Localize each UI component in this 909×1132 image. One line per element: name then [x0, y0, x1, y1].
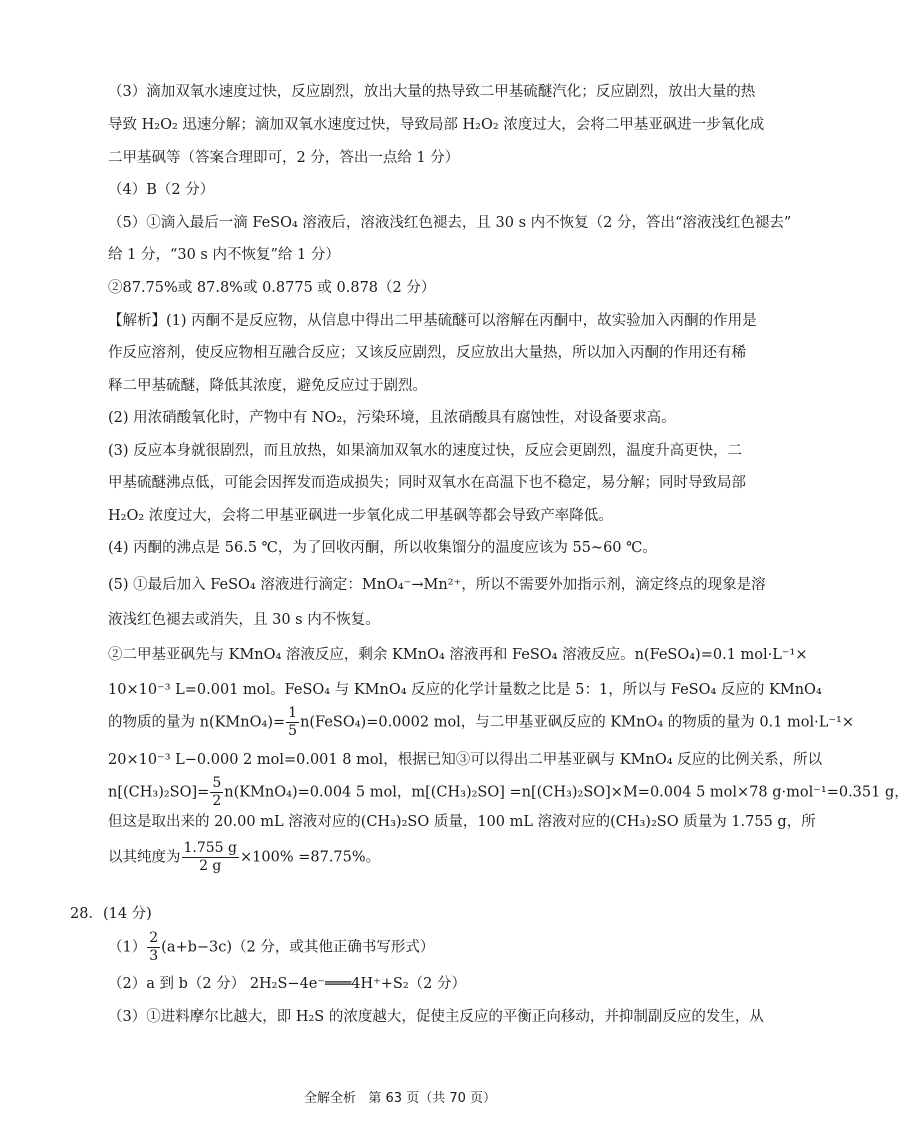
analysis-1-line-3: 释二甲基硫醚，降低其浓度，避免反应过于剧烈。: [108, 378, 427, 394]
text-segment: n(KMnO₄)=0.004 5 mol，m[(CH₃)₂SO] =n[(CH₃)₂SO]×M=0.004 5 mol×78 g·mol⁻¹=0.351 g，: [224, 784, 909, 801]
analysis-5-line-1: (5) ①最后加入 FeSO₄ 溶液进行滴定：MnO₄⁻→Mn²⁺，所以不需要外加指示剂，滴定终点的现象是溶: [108, 577, 766, 593]
analysis-1-line-2: 作反应溶剂，使反应物相互融合反应；又该反应剧烈，反应放出大量热，所以加入丙酮的作用还有稀: [108, 345, 746, 361]
analysis-2: (2) 用浓硝酸氧化时，产物中有 NO₂，污染环境，且浓硝酸具有腐蚀性，对设备要求高。: [108, 410, 676, 426]
analysis-1-line-1: 【解析】(1) 丙酮不是反应物，从信息中得出二甲基硫醚可以溶解在丙酮中，故实验加入丙酮的作用是: [108, 313, 757, 329]
fraction-numerator: 1: [288, 705, 298, 721]
fraction-numerator: 1.755 g: [183, 840, 237, 856]
text-segment: (a+b−3c)（2 分，或其他正确书写形式）: [161, 939, 435, 956]
text-segment: n(FeSO₄)=0.0002 mol，与二甲基亚砜反应的 KMnO₄ 的物质的量为 0.1 mol·L⁻¹×: [300, 714, 854, 731]
answer-3-line-2: 导致 H₂O₂ 迅速分解；滴加双氧水速度过快，导致局部 H₂O₂ 浓度过大，会将二甲基亚砜进一步氧化成: [108, 117, 765, 133]
fraction-denominator: 3: [149, 948, 159, 964]
q28-answer-1: [108, 930, 734, 965]
analysis-5b-line-2: 10×10⁻³ L=0.001 mol。FeSO₄ 与 KMnO₄ 反应的化学计量数之比是 5：1，所以与 FeSO₄ 反应的 KMnO₄: [108, 682, 822, 698]
fraction: [182, 840, 240, 875]
fraction-numerator: 2: [149, 930, 159, 946]
fraction: [210, 775, 223, 810]
analysis-3-line-2: 甲基硫醚沸点低，可能会因挥发而造成损失；同时双氧水在高温下也不稳定，易分解；同时导致局部: [108, 475, 746, 491]
analysis-5-line-2: 液浅红色褪去或消失，且 30 s 内不恢复。: [108, 612, 380, 628]
fraction: [286, 705, 299, 740]
analysis-5b-line-1: ②二甲基亚砜先与 KMnO₄ 溶液反应，剩余 KMnO₄ 溶液再和 FeSO₄ 溶液反应。n(FeSO₄)=0.1 mol·L⁻¹×: [108, 647, 808, 663]
q28-answer-2: （2）a 到 b（2 分） 2H₂S−4e⁻═══4H⁺+S₂（2 分）: [108, 976, 466, 992]
text-segment: 以其纯度为: [108, 849, 181, 866]
answer-4: （4）B（2 分）: [108, 182, 215, 198]
text-segment: （1）: [108, 939, 147, 956]
analysis-4: (4) 丙酮的沸点是 56.5 ℃，为了回收丙酮，所以收集馏分的温度应该为 55~60 ℃。: [108, 540, 657, 556]
fraction-denominator: 2: [212, 793, 222, 809]
answer-5-line-2: 给 1 分，“30 s 内不恢复”给 1 分）: [108, 247, 340, 263]
fraction-denominator: 2 g: [199, 858, 222, 874]
analysis-3-line-3: H₂O₂ 浓度过大，会将二甲基亚砜进一步氧化成二甲基砜等都会导致产率降低。: [108, 508, 613, 524]
page-footer: 全解全析 第 63 页（共 70 页）: [303, 1091, 496, 1106]
fraction: [147, 930, 160, 965]
analysis-5b-line-7: [108, 840, 734, 875]
analysis-5b-line-3: [108, 705, 854, 740]
text-segment: 的物质的量为 n(KMnO₄)=: [108, 714, 286, 731]
text-segment: ×100% =87.75%。: [240, 849, 381, 866]
answer-3-line-1: （3）滴加双氧水速度过快，反应剧烈，放出大量的热导致二甲基硫醚汽化；反应剧烈，放出大量的热: [108, 84, 756, 100]
analysis-5b-line-4: 20×10⁻³ L−0.000 2 mol=0.001 8 mol，根据已知③可以得出二甲基亚砜与 KMnO₄ 反应的比例关系，所以: [108, 752, 823, 768]
analysis-5b-line-6: 但这是取出来的 20.00 mL 溶液对应的(CH₃)₂SO 质量，100 mL 溶液对应的(CH₃)₂SO 质量为 1.755 g，所: [108, 814, 816, 830]
fraction-numerator: 5: [212, 775, 222, 791]
fraction-denominator: 5: [288, 723, 298, 739]
text-segment: n[(CH₃)₂SO]=: [108, 784, 210, 801]
analysis-3-line-1: (3) 反应本身就很剧烈，而且放热，如果滴加双氧水的速度过快，反应会更剧烈，温度升高更快，二: [108, 443, 743, 459]
answer-3-line-3: 二甲基砜等（答案合理即可，2 分，答出一点给 1 分）: [108, 150, 460, 166]
question-28-heading: 28．(14 分): [70, 906, 152, 922]
q28-answer-3-line-1: （3）①进料摩尔比越大，即 H₂S 的浓度越大，促使主反应的平衡正向移动，并抑制副反应的发生，从: [108, 1009, 764, 1025]
answer-5-line-1: （5）①滴入最后一滴 FeSO₄ 溶液后，溶液浅红色褪去，且 30 s 内不恢复（2 分，答出“溶液浅红色褪去”: [108, 215, 792, 231]
answer-5-part-2: ②87.75%或 87.8%或 0.8775 或 0.878（2 分）: [108, 280, 436, 296]
analysis-5b-line-5: [108, 775, 909, 810]
